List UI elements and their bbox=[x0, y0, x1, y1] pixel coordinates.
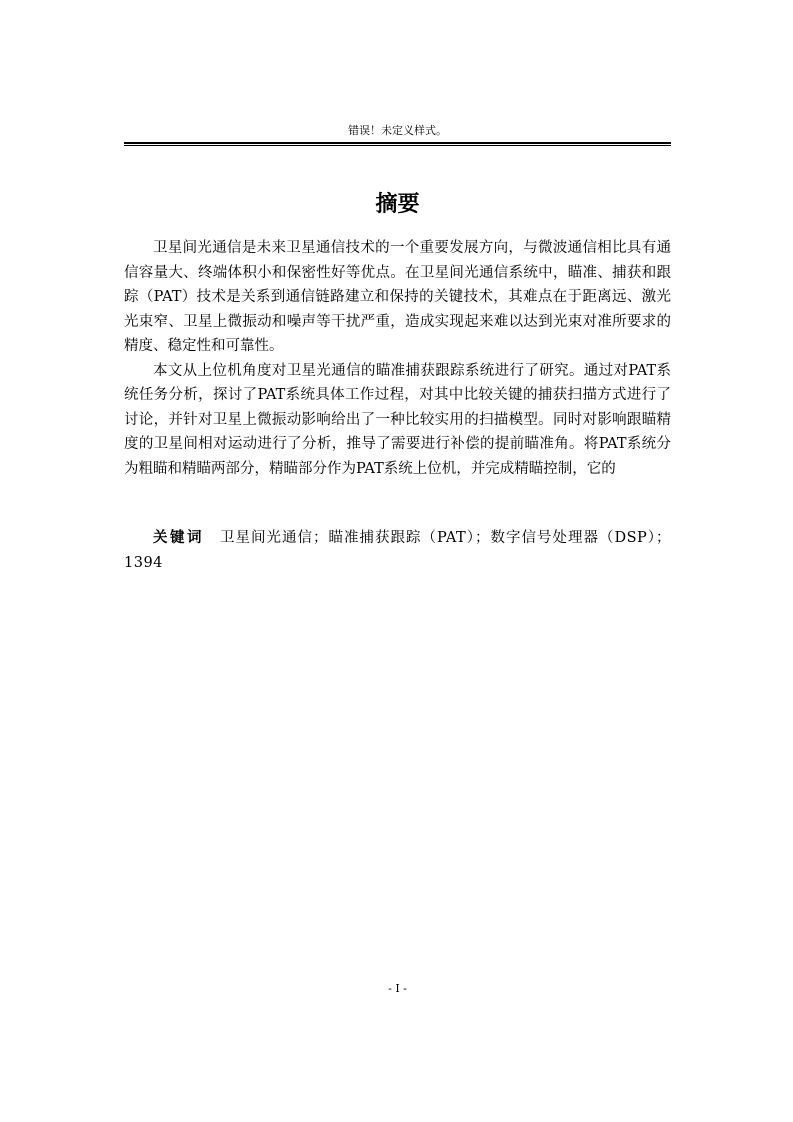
abstract-paragraph-1: 卫星间光通信是未来卫星通信技术的一个重要发展方向，与微波通信相比具有通信容量大、终端体积小和保密性好等优点。在卫星间光通信系统中，瞄准、捕获和跟踪（PAT）技术是关系到通信链路建立和保持的关键技术，其难点在于距离远、激光光束窄、卫星上微振动和噪声等干扰严重，造成实现起来难以达到光束对准所要求的精度、稳定性和可靠性。 bbox=[124, 240, 671, 354]
abstract-body bbox=[124, 236, 671, 481]
running-header: 错误！未定义样式。 bbox=[348, 124, 447, 137]
page-number: - I - bbox=[388, 982, 407, 995]
keyword-first: 卫星间光通信 bbox=[220, 530, 313, 546]
keywords-label: 关键词 bbox=[153, 530, 204, 546]
abstract-title: 摘要 bbox=[375, 192, 420, 217]
keywords-rest: ；瞄准捕获跟踪（PAT）；数字信号处理器（DSP）；1394 bbox=[124, 530, 672, 571]
abstract-paragraph-2: 本文从上位机角度对卫星光通信的瞄准捕获跟踪系统进行了研究。通过对PAT系统任务分析，探讨了PAT系统具体工作过程，对其中比较关键的捕获扫描方式进行了讨论，并针对卫星上微振动影响给出了一种比较实用的扫描模型。同时对影响跟瞄精度的卫星间相对运动进行了分析，推导了需要进行补偿的提前瞄准角。将PAT系统分为粗瞄和精瞄两部分，精瞄部分作为PAT系统上位机，并完成精瞄控制，它的 bbox=[124, 362, 671, 477]
keywords-line bbox=[124, 526, 671, 575]
header-divider bbox=[124, 142, 671, 146]
